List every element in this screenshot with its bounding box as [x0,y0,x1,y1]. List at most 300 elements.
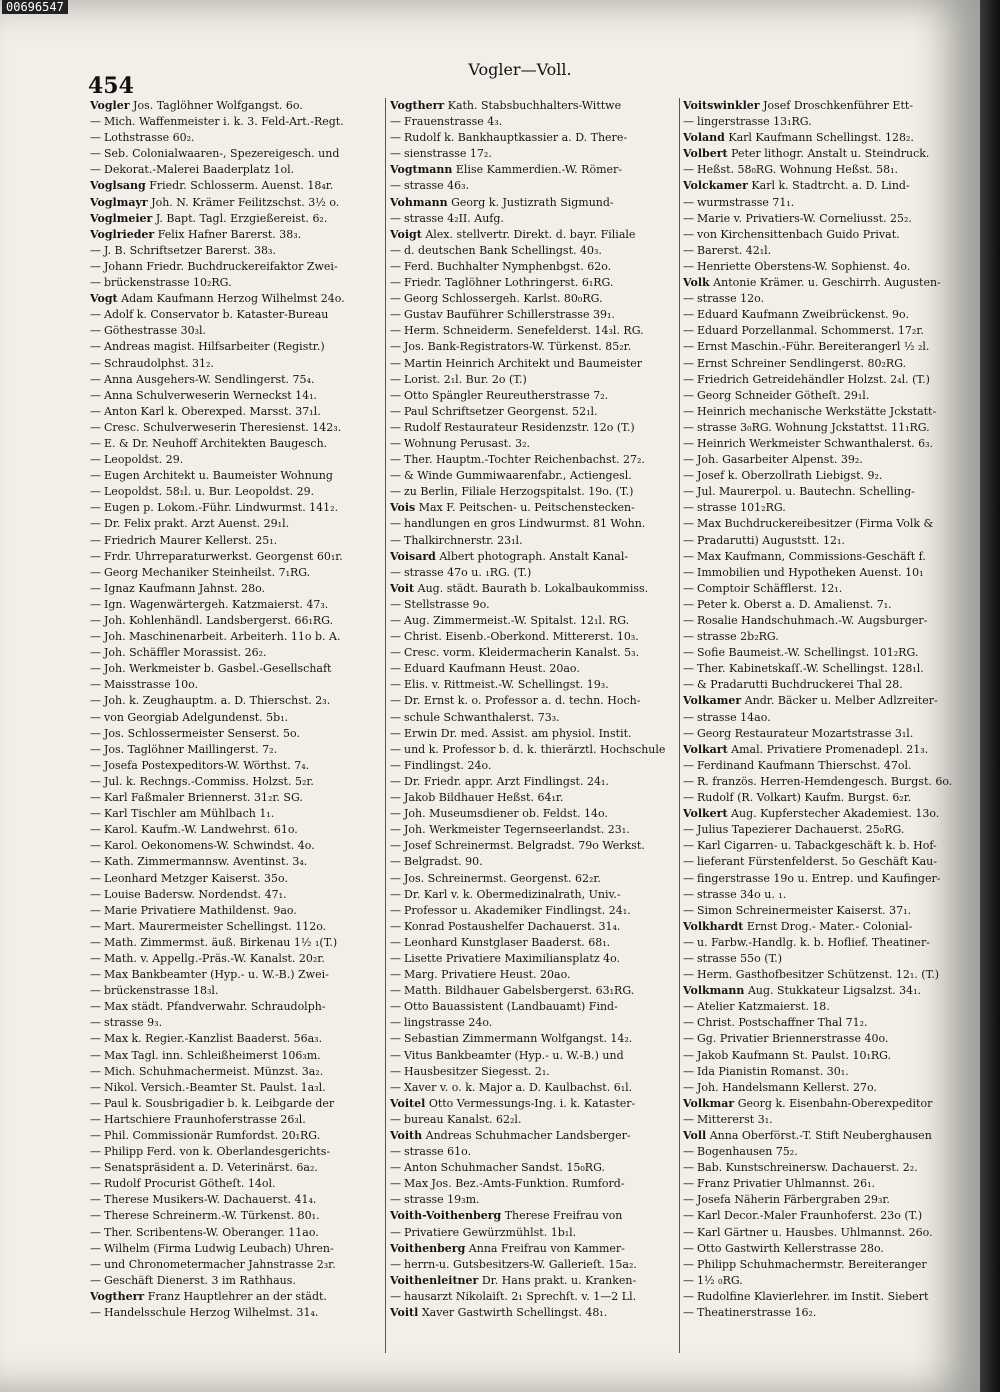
ditto-dash: — [90,533,101,547]
entry-text: Theatinerstrasse 16₂. [697,1306,817,1320]
ditto-dash: — [90,1080,101,1094]
entry-text: Mich. Waffenmeister i. k. 3. Feld-Art.-Regt. [104,115,344,129]
ditto-dash: — [390,1080,401,1094]
ditto-dash: — [390,1225,401,1239]
directory-entry [390,597,685,613]
ditto-dash: — [90,372,101,386]
directory-entry [90,565,385,581]
directory-entry [683,195,978,211]
ditto-dash: — [683,903,694,917]
entry-text: Kath. Stabsbuchhalters-Wittwe [447,99,622,112]
ditto-dash: — [390,1145,401,1159]
entry-surname: Voland [683,131,725,145]
entry-text: Mart. Maurermeister Schellingst. 112o. [104,919,327,933]
entry-text: Anton Schuhmacher Sandst. 15₀RG. [404,1161,605,1175]
entry-text: Aug. Stukkateur Ligsalzst. 34₁. [747,984,922,998]
entry-text: Karl Gärtner u. Hausbes. Uhlmannst. 26o. [697,1225,933,1239]
entry-text: Max Kaufmann, Commissions-Geschäft f. [697,549,926,563]
ditto-dash: — [390,662,401,676]
ditto-dash: — [683,292,694,306]
directory-entry [390,436,685,452]
directory-entry [683,436,978,452]
ditto-dash: — [90,1096,101,1110]
directory-entry [390,935,685,951]
directory-entry [90,983,385,999]
ditto-dash: — [683,1064,694,1078]
ditto-dash: — [90,1129,101,1142]
directory-entry [390,790,685,806]
ditto-dash: — [683,581,694,595]
ditto-dash: — [683,1193,694,1207]
ditto-dash: — [390,404,401,418]
directory-entry [90,98,385,114]
ditto-dash: — [390,694,401,708]
entry-text: bureau Kanalst. 62₂l. [404,1112,522,1126]
ditto-dash: — [90,163,101,177]
ditto-dash: — [90,710,101,724]
ditto-dash: — [390,726,401,740]
ditto-dash: — [90,694,101,708]
directory-entry [390,710,685,726]
entry-text: wurmstrasse 71₁. [697,195,795,209]
column-1 [90,98,385,1388]
directory-entry [390,549,685,565]
entry-text: Heßst. 58₀RG. Wohnung Heßst. 58₁. [697,163,899,177]
directory-entry [390,1080,685,1096]
entry-surname: Vogtmann [390,163,453,177]
ditto-dash: — [90,758,101,772]
entry-text: von Kirchensittenbach Guido Privat. [697,227,900,241]
directory-entry [390,1273,685,1289]
entry-text: Alex. stellvertr. Direkt. d. bayr. Filiale [425,227,636,241]
directory-entry [90,999,385,1015]
entry-text: Philipp Schuhmachermstr. Bereiteranger [697,1257,927,1271]
entry-text: Lothstrasse 60₂. [104,131,195,145]
directory-entry [390,356,685,372]
ditto-dash: — [683,646,694,660]
entry-text: Rudolf Restaurateur Residenzstr. 12o (T.) [404,420,635,434]
directory-entry [90,146,385,162]
directory-entry [90,919,385,935]
entry-text: Karl Kaufmann Schellingst. 128₂. [728,131,914,145]
directory-entry [90,1289,385,1305]
ditto-dash: — [90,984,101,998]
directory-entry [683,1273,978,1289]
ditto-dash: — [683,614,694,627]
entry-text: R. französ. Herren-Hemdengesch. Burgst. 6o. [697,774,953,788]
entry-text: Leonhard Kunstglaser Baaderst. 68₁. [404,935,611,949]
directory-entry [683,1241,978,1257]
ditto-dash: — [390,1289,401,1303]
directory-entry [90,227,385,243]
directory-entry [683,162,978,178]
ditto-dash: — [683,951,694,965]
entry-text: brückenstrasse 10₂RG. [104,276,232,290]
directory-entry [90,420,385,436]
directory-entry [390,758,685,774]
ditto-dash: — [90,436,101,450]
directory-entry [90,1257,385,1273]
ditto-dash: — [90,903,101,917]
entry-text: Georg Schlossergeh. Karlst. 80₀RG. [404,292,603,306]
directory-entry [390,1160,685,1176]
entry-text: Karol. Oekonomens-W. Schwindst. 4o. [104,839,315,853]
directory-entry [683,146,978,162]
ditto-dash: — [390,115,401,129]
entry-text: Geschäft Dienerst. 3 im Rathhaus. [104,1273,296,1287]
directory-entry [390,726,685,742]
entry-text: Antonie Krämer. u. Geschirrh. Augusten- [713,276,941,290]
entry-text: Herm. Schneiderm. Senefelderst. 14₃l. RG. [404,324,644,338]
directory-entry [683,227,978,243]
directory-entry [390,275,685,291]
entry-surname: Volkmar [683,1096,735,1110]
ditto-dash: — [390,1177,401,1191]
directory-entry [90,613,385,629]
directory-entry [683,484,978,500]
entry-text: Joh. Museumsdiener ob. Feldst. 14o. [404,807,608,821]
ditto-dash: — [390,292,401,306]
ditto-dash: — [90,549,101,563]
directory-entry [390,1064,685,1080]
entry-surname: Voglmayr [90,195,148,209]
ditto-dash: — [90,807,101,821]
entry-text: Karol. Kaufm.-W. Landwehrst. 61o. [104,823,298,837]
running-head: Vogler—Voll. [468,60,572,79]
entry-text: Dr. Karl v. k. Obermedizinalrath, Univ.- [404,887,621,901]
ditto-dash: — [390,855,401,869]
entry-text: Rosalie Handschuhmach.-W. Augsburger- [697,614,928,627]
ditto-dash: — [683,758,694,772]
entry-text: Paul k. Sousbrigadier b. k. Leibgarde der [104,1096,335,1110]
directory-entry [390,1192,685,1208]
directory-entry [390,1128,685,1144]
entry-surname: Vois [390,501,416,515]
ditto-dash: — [683,485,694,499]
entry-text: Jos. Taglöhner Wolfgangst. 6o. [133,99,303,112]
entry-text: Christ. Eisenb.-Oberkond. Mittererst. 10₃. [404,630,639,644]
directory-entry [90,275,385,291]
book-spine [980,0,1000,1392]
directory-entry [90,533,385,549]
ditto-dash: — [390,1161,401,1175]
ditto-dash: — [90,388,101,402]
directory-entry [390,468,685,484]
directory-entry [390,1225,685,1241]
entry-surname: Volbert [683,147,728,161]
directory-entry [390,1208,685,1224]
directory-entry [390,98,685,114]
entry-text: Elis. v. Rittmeist.-W. Schellingst. 19₃. [404,678,609,692]
directory-entry [390,533,685,549]
directory-entry [390,195,685,211]
ditto-dash: — [390,710,401,724]
entry-text: Friedr. Schlosserm. Auenst. 18₄r. [149,179,334,193]
directory-entry [90,1080,385,1096]
directory-entry [683,356,978,372]
directory-entry [683,999,978,1015]
entry-surname: Voglmeier [90,211,153,225]
entry-text: Karl Faßmaler Briennerst. 31₂r. SG. [104,791,303,805]
entry-text: Ernst Maschin.-Führ. Bereiterangerl ½ ₂l. [697,340,930,354]
directory-entry [683,178,978,194]
ditto-dash: — [683,839,694,853]
ditto-dash: — [683,968,694,982]
directory-entry [390,806,685,822]
entry-text: Gg. Privatier Briennerstrasse 40o. [697,1032,889,1046]
directory-entry [90,790,385,806]
directory-entry [683,130,978,146]
entry-text: Findlingst. 24o. [404,758,492,772]
ditto-dash: — [90,774,101,788]
entry-surname: Voitel [390,1096,426,1110]
directory-entry [90,774,385,790]
entry-text: strasse 2b₂RG. [697,630,779,644]
ditto-dash: — [90,356,101,370]
entry-text: Kath. Zimmermannsw. Aventinst. 3₄. [104,855,308,869]
ditto-dash: — [390,1032,401,1046]
entry-text: Frdr. Uhrreparaturwerkst. Georgenst 60₁r. [104,549,343,563]
page-number: 454 [88,73,134,99]
ditto-dash: — [390,984,401,998]
entry-text: hausarzt Nikolaiſt. 2₁ Sprechſt. v. 1—2 Ll. [404,1289,637,1303]
entry-text: strasse 3₀RG. Wohnung Jckstattst. 11₁RG. [697,420,930,434]
directory-entry [390,307,685,323]
ditto-dash: — [90,1209,101,1223]
directory-entry [683,259,978,275]
ditto-dash: — [683,887,694,901]
directory-entry [390,420,685,436]
entry-text: Eugen Architekt u. Baumeister Wohnung [104,469,333,483]
directory-entry [390,339,685,355]
entry-text: Nikol. Versich.-Beamter St. Paulst. 1a₃l. [104,1080,326,1094]
entry-text: Cresc. vorm. Kleidermacherin Kanalst. 5₃. [404,646,640,660]
ditto-dash: — [683,855,694,869]
entry-text: strasse 9₃. [104,1016,163,1030]
ditto-dash: — [390,179,401,193]
ditto-dash: — [390,935,401,949]
directory-entry [683,291,978,307]
ditto-dash: — [90,935,101,949]
directory-entry [683,1257,978,1273]
directory-entry [390,565,685,581]
entry-text: Friedrich Getreidehändler Holzst. 2₄l. (T.) [697,372,930,386]
ditto-dash: — [90,791,101,805]
directory-entry [390,822,685,838]
entry-text: Atelier Katzmaierst. 18. [697,1000,830,1014]
directory-entry [90,1096,385,1112]
ditto-dash: — [390,131,401,145]
directory-entry [390,1048,685,1064]
directory-entry [90,854,385,870]
directory-entry [90,1208,385,1224]
entry-surname: Vohmann [390,195,448,209]
entry-text: Ther. Kabinetskaſſ.-W. Schellingst. 128₁l. [697,662,924,676]
ditto-dash: — [90,678,101,692]
directory-entry [390,871,685,887]
ditto-dash: — [90,951,101,965]
directory-entry [90,710,385,726]
entry-text: Leonhard Metzger Kaiserst. 35o. [104,871,288,885]
directory-entry [90,1128,385,1144]
entry-text: Joh. Handelsmann Kellerst. 27o. [697,1080,877,1094]
entry-surname: Volkart [683,742,728,756]
entry-surname: Voglrieder [90,227,155,241]
ditto-dash: — [90,501,101,515]
ditto-dash: — [90,1048,101,1062]
directory-entry [683,372,978,388]
directory-entry [683,887,978,903]
ditto-dash: — [390,565,401,579]
entry-text: Joh. Maschinenarbeit. Arbeiterh. 11o b. A. [104,630,341,644]
directory-entry [90,581,385,597]
directory-entry [683,951,978,967]
column-3 [683,98,978,1388]
entry-text: Simon Schreinermeister Kaiserst. 37₁. [697,903,912,917]
entry-text: und k. Professor b. d. k. thierärztl. Hochschule [404,742,666,756]
entry-text: Ther. Hauptm.-Tochter Reichenbachst. 27₂. [404,453,645,467]
ditto-dash: — [390,356,401,370]
ditto-dash: — [683,356,694,370]
ditto-dash: — [90,420,101,434]
directory-entry [390,404,685,420]
ditto-dash: — [90,453,101,467]
entry-text: Georg k. Eisenbahn-Oberexpeditor [737,1096,933,1110]
ditto-dash: — [390,1193,401,1207]
entry-text: Matth. Bildhauer Gabelsbergerst. 63₁RG. [404,984,635,998]
ditto-dash: — [683,453,694,467]
directory-entry [390,372,685,388]
entry-text: Therese Schreinerm.-W. Türkenst. 80₁. [104,1209,320,1223]
entry-text: & Winde Gummiwaarenfabr., Actiengesl. [404,469,632,483]
directory-entry [683,452,978,468]
directory-entry [683,774,978,790]
ditto-dash: — [683,1080,694,1094]
ditto-dash: — [683,935,694,949]
directory-entry [683,1048,978,1064]
ditto-dash: — [90,581,101,595]
ditto-dash: — [390,823,401,837]
entry-text: Ferdinand Kaufmann Thierschst. 47ol. [697,758,912,772]
entry-text: Josef k. Oberzollrath Liebigst. 9₂. [697,469,883,483]
entry-text: Eduard Porzellanmal. Schommerst. 17₂r. [697,324,924,338]
entry-surname: Voisard [390,549,436,563]
ditto-dash: — [390,871,401,885]
entry-text: herrn-u. Gutsbesitzers-W. Gallerieſt. 15a₂. [404,1257,637,1271]
directory-entry [390,1289,685,1305]
ditto-dash: — [90,1016,101,1030]
ditto-dash: — [390,839,401,853]
ditto-dash: — [90,131,101,145]
entry-text: fingerstrasse 19o u. Entrep. und Kaufinger- [697,871,941,885]
entry-text: Pradarutti) Auguststt. 12₁. [697,533,845,547]
directory-entry [90,372,385,388]
entry-text: Georg k. Justizrath Sigmund- [451,195,614,209]
ditto-dash: — [390,1112,401,1126]
directory-entry [683,871,978,887]
entry-text: Ther. Scribentens-W. Oberanger. 11ao. [104,1225,319,1239]
entry-text: Ferd. Buchhalter Nymphenbgst. 62o. [404,259,612,273]
directory-entry [90,1225,385,1241]
ditto-dash: — [683,372,694,386]
ditto-dash: — [390,388,401,402]
directory-entry [90,903,385,919]
directory-entry [683,1160,978,1176]
directory-entry [683,500,978,516]
directory-entry [90,597,385,613]
ditto-dash: — [90,1225,101,1239]
entry-text: Dekorat.-Malerei Baaderplatz 1ol. [104,163,295,177]
entry-text: Franz Privatier Uhlmannst. 26₁. [697,1177,875,1191]
ditto-dash: — [90,1161,101,1175]
entry-text: Rudolfine Klavierlehrer. im Instit. Siebert [697,1289,929,1303]
directory-entry [390,613,685,629]
directory-entry [390,903,685,919]
entry-text: Georg Schneider Götheſt. 29₁l. [697,388,870,402]
directory-entry [90,758,385,774]
ditto-dash: — [90,742,101,756]
directory-entry [390,1257,685,1273]
directory-entry [90,1048,385,1064]
entry-surname: Voit [390,581,415,595]
entry-text: Joh. k. Zeughauptm. a. D. Thierschst. 2₃. [104,694,331,708]
directory-entry [390,661,685,677]
entry-text: Georg Restaurateur Mozartstrasse 3₁l. [697,726,914,740]
entry-surname: Vogtherr [390,99,445,112]
ditto-dash: — [90,839,101,853]
entry-text: Friedrich Maurer Kellerst. 25₁. [104,533,278,547]
ditto-dash: — [90,1177,101,1191]
entry-text: von Georgiab Adelgundenst. 5b₁. [104,710,289,724]
directory-entry [390,323,685,339]
entry-text: Otto Vermessungs-Ing. i. k. Kataster- [428,1096,636,1110]
directory-entry [390,919,685,935]
directory-entry [90,549,385,565]
entry-text: Schraudolphst. 31₂. [104,356,214,370]
ditto-dash: — [390,791,401,805]
directory-entry [90,1015,385,1031]
directory-entry [683,790,978,806]
directory-entry [390,1112,685,1128]
ditto-dash: — [390,324,401,338]
entry-text: Andreas magist. Hilfsarbeiter (Registr.) [104,340,325,354]
directory-entry [390,1031,685,1047]
directory-entry [90,259,385,275]
ditto-dash: — [90,726,101,740]
directory-entry [90,243,385,259]
ditto-dash: — [683,871,694,885]
ditto-dash: — [390,469,401,483]
ditto-dash: — [683,308,694,322]
directory-entry [683,211,978,227]
column-divider [385,98,386,1353]
entry-text: Therese Musikers-W. Dachauerst. 41₄. [104,1193,317,1207]
entry-text: Franz Hauptlehrer an der städt. [147,1289,327,1303]
ditto-dash: — [90,855,101,869]
entry-text: Anna Freifrau von Kammer- [468,1241,625,1255]
directory-entry [390,452,685,468]
directory-entry [683,1225,978,1241]
ditto-dash: — [390,533,401,547]
ditto-dash: — [683,163,694,177]
directory-entry [90,1064,385,1080]
directory-entry [390,854,685,870]
entry-text: Mich. Schuhmachermeist. Münzst. 3a₂. [104,1064,324,1078]
entry-text: Julius Tapezierer Dachauerst. 25₀RG. [697,823,905,837]
ditto-dash: — [90,662,101,676]
entry-surname: Voithenleitner [390,1273,479,1287]
ditto-dash: — [683,227,694,241]
